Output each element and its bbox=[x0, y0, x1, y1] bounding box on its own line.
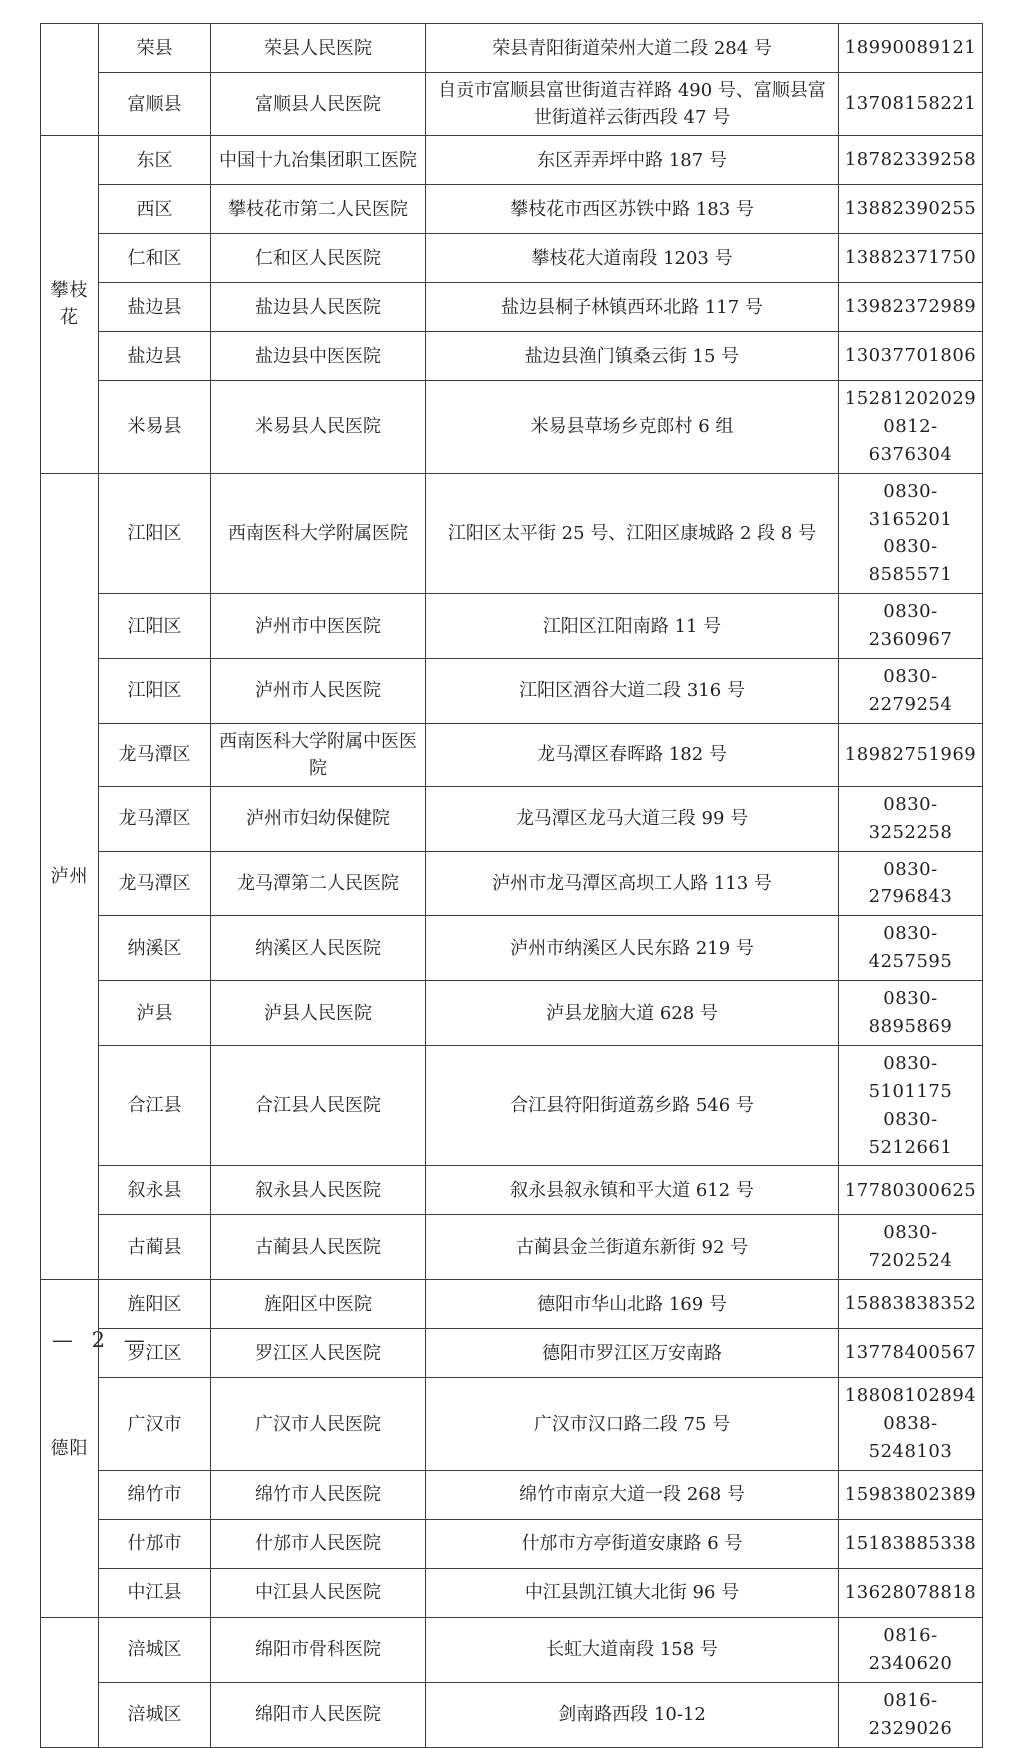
hospital-cell: 广汉市人民医院 bbox=[211, 1378, 426, 1471]
phone-cell bbox=[839, 981, 983, 1046]
hospital-cell: 攀枝花市第二人民医院 bbox=[211, 185, 426, 234]
table-row bbox=[41, 1329, 983, 1378]
hospital-cell: 古蔺县人民医院 bbox=[211, 1215, 426, 1280]
district-cell: 纳溪区 bbox=[99, 916, 211, 981]
address-cell: 米易县草场乡克郎村 6 组 bbox=[426, 381, 839, 474]
table-row bbox=[41, 916, 983, 981]
phone-cell bbox=[839, 332, 983, 381]
phone-number: 15281202029 bbox=[844, 388, 977, 409]
phone-cell bbox=[839, 1045, 983, 1166]
phone-cell bbox=[839, 234, 983, 283]
district-cell: 江阳区 bbox=[99, 594, 211, 659]
address-cell: 龙马潭区春晖路 182 号 bbox=[426, 723, 839, 786]
phone-cell bbox=[839, 786, 983, 851]
phone-cell bbox=[839, 1329, 983, 1378]
phone-number: 0830-2796843 bbox=[868, 858, 953, 908]
city-group-cell: 泸州 bbox=[41, 473, 99, 1280]
phone-cell bbox=[839, 1378, 983, 1471]
address-cell: 泸州市龙马潭区高坝工人路 113 号 bbox=[426, 851, 839, 916]
hospital-cell: 富顺县人民医院 bbox=[211, 73, 426, 136]
address-cell: 德阳市华山北路 169 号 bbox=[426, 1280, 839, 1329]
table-row bbox=[41, 1215, 983, 1280]
address-cell: 自贡市富顺县富世街道吉祥路 490 号、富顺县富世街道祥云街西段 47 号 bbox=[426, 73, 839, 136]
district-cell: 盐边县 bbox=[99, 332, 211, 381]
district-cell: 龙马潭区 bbox=[99, 786, 211, 851]
district-cell: 东区 bbox=[99, 136, 211, 185]
phone-number: 13778400567 bbox=[844, 1342, 977, 1364]
district-cell: 仁和区 bbox=[99, 234, 211, 283]
hospital-cell: 仁和区人民医院 bbox=[211, 234, 426, 283]
hospital-cell: 龙马潭第二人民医院 bbox=[211, 851, 426, 916]
address-cell: 泸州市纳溪区人民东路 219 号 bbox=[426, 916, 839, 981]
address-cell: 荣县青阳街道荣州大道二段 284 号 bbox=[426, 24, 839, 73]
table-row bbox=[41, 786, 983, 851]
table-row bbox=[41, 1045, 983, 1166]
address-cell: 合江县符阳街道荔乡路 546 号 bbox=[426, 1045, 839, 1166]
hospital-cell: 泸州市中医医院 bbox=[211, 594, 426, 659]
hospital-cell: 绵阳市人民医院 bbox=[211, 1682, 426, 1747]
district-cell: 江阳区 bbox=[99, 473, 211, 594]
phone-cell bbox=[839, 851, 983, 916]
table-row bbox=[41, 723, 983, 786]
table-row bbox=[41, 332, 983, 381]
table-row bbox=[41, 1682, 983, 1747]
phone-number: 0830-3165201 bbox=[868, 480, 953, 530]
hospital-cell: 什邡市人民医院 bbox=[211, 1519, 426, 1568]
hospital-cell: 荣县人民医院 bbox=[211, 24, 426, 73]
phone-number: 0838-5248103 bbox=[868, 1413, 953, 1463]
district-cell: 罗江区 bbox=[99, 1329, 211, 1378]
address-cell: 绵竹市南京大道一段 268 号 bbox=[426, 1470, 839, 1519]
phone-cell bbox=[839, 73, 983, 136]
address-cell: 德阳市罗江区万安南路 bbox=[426, 1329, 839, 1378]
phone-cell bbox=[839, 1215, 983, 1280]
phone-cell bbox=[839, 1519, 983, 1568]
district-cell: 什邡市 bbox=[99, 1519, 211, 1568]
table-row bbox=[41, 1280, 983, 1329]
address-cell: 攀枝花大道南段 1203 号 bbox=[426, 234, 839, 283]
hospital-cell: 叙永县人民医院 bbox=[211, 1166, 426, 1215]
hospital-cell: 纳溪区人民医院 bbox=[211, 916, 426, 981]
table-row bbox=[41, 1568, 983, 1617]
table-row bbox=[41, 283, 983, 332]
table-row bbox=[41, 234, 983, 283]
address-cell: 江阳区太平街 25 号、江阳区康城路 2 段 8 号 bbox=[426, 473, 839, 594]
phone-number: 15883838352 bbox=[844, 1293, 977, 1315]
district-cell: 古蔺县 bbox=[99, 1215, 211, 1280]
phone-number: 0812-6376304 bbox=[868, 415, 953, 465]
address-cell: 长虹大道南段 158 号 bbox=[426, 1617, 839, 1682]
phone-number: 0830-2279254 bbox=[868, 666, 953, 715]
address-cell: 剑南路西段 10-12 bbox=[426, 1682, 839, 1747]
phone-number: 0830-5101175 bbox=[868, 1052, 953, 1102]
phone-number: 18990089121 bbox=[844, 37, 977, 59]
phone-number: 0830-4257595 bbox=[868, 923, 953, 973]
phone-cell bbox=[839, 185, 983, 234]
hospital-table bbox=[40, 23, 983, 1748]
phone-number: 18982751969 bbox=[844, 743, 977, 765]
phone-cell bbox=[839, 1166, 983, 1215]
table-row bbox=[41, 1378, 983, 1471]
phone-cell bbox=[839, 1280, 983, 1329]
city-group-cell: 攀枝花 bbox=[41, 136, 99, 474]
district-cell: 涪城区 bbox=[99, 1617, 211, 1682]
table-row bbox=[41, 24, 983, 73]
phone-number: 0830-7202524 bbox=[868, 1222, 953, 1272]
table-row bbox=[41, 981, 983, 1046]
address-cell: 盐边县桐子林镇西环北路 117 号 bbox=[426, 283, 839, 332]
district-cell: 米易县 bbox=[99, 381, 211, 474]
table-row bbox=[41, 73, 983, 136]
phone-number: 13982372989 bbox=[844, 296, 977, 318]
table-row bbox=[41, 594, 983, 659]
phone-number: 13037701806 bbox=[844, 345, 977, 367]
phone-number: 0830-5212661 bbox=[868, 1108, 953, 1158]
address-cell: 盐边县渔门镇桑云街 15 号 bbox=[426, 332, 839, 381]
address-cell: 什邡市方亭街道安康路 6 号 bbox=[426, 1519, 839, 1568]
hospital-cell: 盐边县人民医院 bbox=[211, 283, 426, 332]
table-row bbox=[41, 185, 983, 234]
phone-cell bbox=[839, 1617, 983, 1682]
address-cell: 泸县龙脑大道 628 号 bbox=[426, 981, 839, 1046]
phone-cell bbox=[839, 283, 983, 332]
phone-cell bbox=[839, 1568, 983, 1617]
table-row bbox=[41, 1519, 983, 1568]
hospital-cell: 绵竹市人民医院 bbox=[211, 1470, 426, 1519]
city-group-cell: 德阳 bbox=[41, 1280, 99, 1618]
table-row bbox=[41, 473, 983, 594]
district-cell: 龙马潭区 bbox=[99, 851, 211, 916]
table-row bbox=[41, 851, 983, 916]
phone-cell bbox=[839, 1470, 983, 1519]
phone-number: 13882371750 bbox=[844, 247, 977, 269]
city-group-cell bbox=[41, 24, 99, 136]
phone-number: 0830-8895869 bbox=[868, 988, 953, 1038]
district-cell: 富顺县 bbox=[99, 73, 211, 136]
hospital-cell: 绵阳市骨科医院 bbox=[211, 1617, 426, 1682]
phone-number: 13882390255 bbox=[844, 198, 977, 220]
phone-cell bbox=[839, 24, 983, 73]
district-cell: 叙永县 bbox=[99, 1166, 211, 1215]
hospital-cell: 中国十九冶集团职工医院 bbox=[211, 136, 426, 185]
district-cell: 盐边县 bbox=[99, 283, 211, 332]
hospital-cell: 盐边县中医医院 bbox=[211, 332, 426, 381]
phone-number: 17780300625 bbox=[844, 1179, 977, 1201]
phone-cell bbox=[839, 916, 983, 981]
phone-number: 0830-3252258 bbox=[868, 793, 953, 843]
hospital-cell: 泸州市妇幼保健院 bbox=[211, 786, 426, 851]
phone-number: 13708158221 bbox=[844, 93, 977, 115]
hospital-cell: 旌阳区中医院 bbox=[211, 1280, 426, 1329]
district-cell: 绵竹市 bbox=[99, 1470, 211, 1519]
address-cell: 叙永县叙永镇和平大道 612 号 bbox=[426, 1166, 839, 1215]
table-row bbox=[41, 136, 983, 185]
district-cell: 荣县 bbox=[99, 24, 211, 73]
address-cell: 江阳区江阳南路 11 号 bbox=[426, 594, 839, 659]
table-row bbox=[41, 659, 983, 724]
district-cell: 合江县 bbox=[99, 1045, 211, 1166]
hospital-cell: 西南医科大学附属中医医院 bbox=[211, 723, 426, 786]
phone-number: 15183885338 bbox=[844, 1532, 977, 1554]
address-cell: 龙马潭区龙马大道三段 99 号 bbox=[426, 786, 839, 851]
phone-cell bbox=[839, 659, 983, 724]
phone-number: 0816-2329026 bbox=[868, 1689, 953, 1739]
phone-cell bbox=[839, 381, 983, 474]
hospital-cell: 中江县人民医院 bbox=[211, 1568, 426, 1617]
phone-number: 13628078818 bbox=[844, 1581, 977, 1603]
phone-number: 0816-2340620 bbox=[868, 1624, 953, 1674]
phone-number: 15983802389 bbox=[844, 1483, 977, 1505]
phone-cell bbox=[839, 136, 983, 185]
table-row bbox=[41, 381, 983, 474]
address-cell: 江阳区酒谷大道二段 316 号 bbox=[426, 659, 839, 724]
hospital-cell: 米易县人民医院 bbox=[211, 381, 426, 474]
phone-number: 18782339258 bbox=[844, 149, 977, 171]
phone-cell bbox=[839, 473, 983, 594]
phone-cell bbox=[839, 723, 983, 786]
district-cell: 龙马潭区 bbox=[99, 723, 211, 786]
address-cell: 广汉市汉口路二段 75 号 bbox=[426, 1378, 839, 1471]
district-cell: 西区 bbox=[99, 185, 211, 234]
district-cell: 涪城区 bbox=[99, 1682, 211, 1747]
hospital-cell: 泸州市人民医院 bbox=[211, 659, 426, 724]
district-cell: 泸县 bbox=[99, 981, 211, 1046]
table-row bbox=[41, 1617, 983, 1682]
address-cell: 东区弄弄坪中路 187 号 bbox=[426, 136, 839, 185]
district-cell: 中江县 bbox=[99, 1568, 211, 1617]
phone-cell bbox=[839, 594, 983, 659]
hospital-cell: 西南医科大学附属医院 bbox=[211, 473, 426, 594]
page-number: — 2 — bbox=[52, 1328, 151, 1352]
district-cell: 江阳区 bbox=[99, 659, 211, 724]
table-row bbox=[41, 1166, 983, 1215]
phone-cell bbox=[839, 1682, 983, 1747]
address-cell: 中江县凯江镇大北街 96 号 bbox=[426, 1568, 839, 1617]
address-cell: 古蔺县金兰街道东新街 92 号 bbox=[426, 1215, 839, 1280]
hospital-cell: 泸县人民医院 bbox=[211, 981, 426, 1046]
hospital-cell: 罗江区人民医院 bbox=[211, 1329, 426, 1378]
table-row bbox=[41, 1470, 983, 1519]
phone-number: 0830-8585571 bbox=[868, 536, 953, 586]
district-cell: 广汉市 bbox=[99, 1378, 211, 1471]
address-cell: 攀枝花市西区苏铁中路 183 号 bbox=[426, 185, 839, 234]
phone-number: 0830-2360967 bbox=[868, 601, 953, 651]
phone-number: 18808102894 bbox=[844, 1385, 977, 1407]
city-group-cell bbox=[41, 1617, 99, 1747]
district-cell: 旌阳区 bbox=[99, 1280, 211, 1329]
hospital-cell: 合江县人民医院 bbox=[211, 1045, 426, 1166]
